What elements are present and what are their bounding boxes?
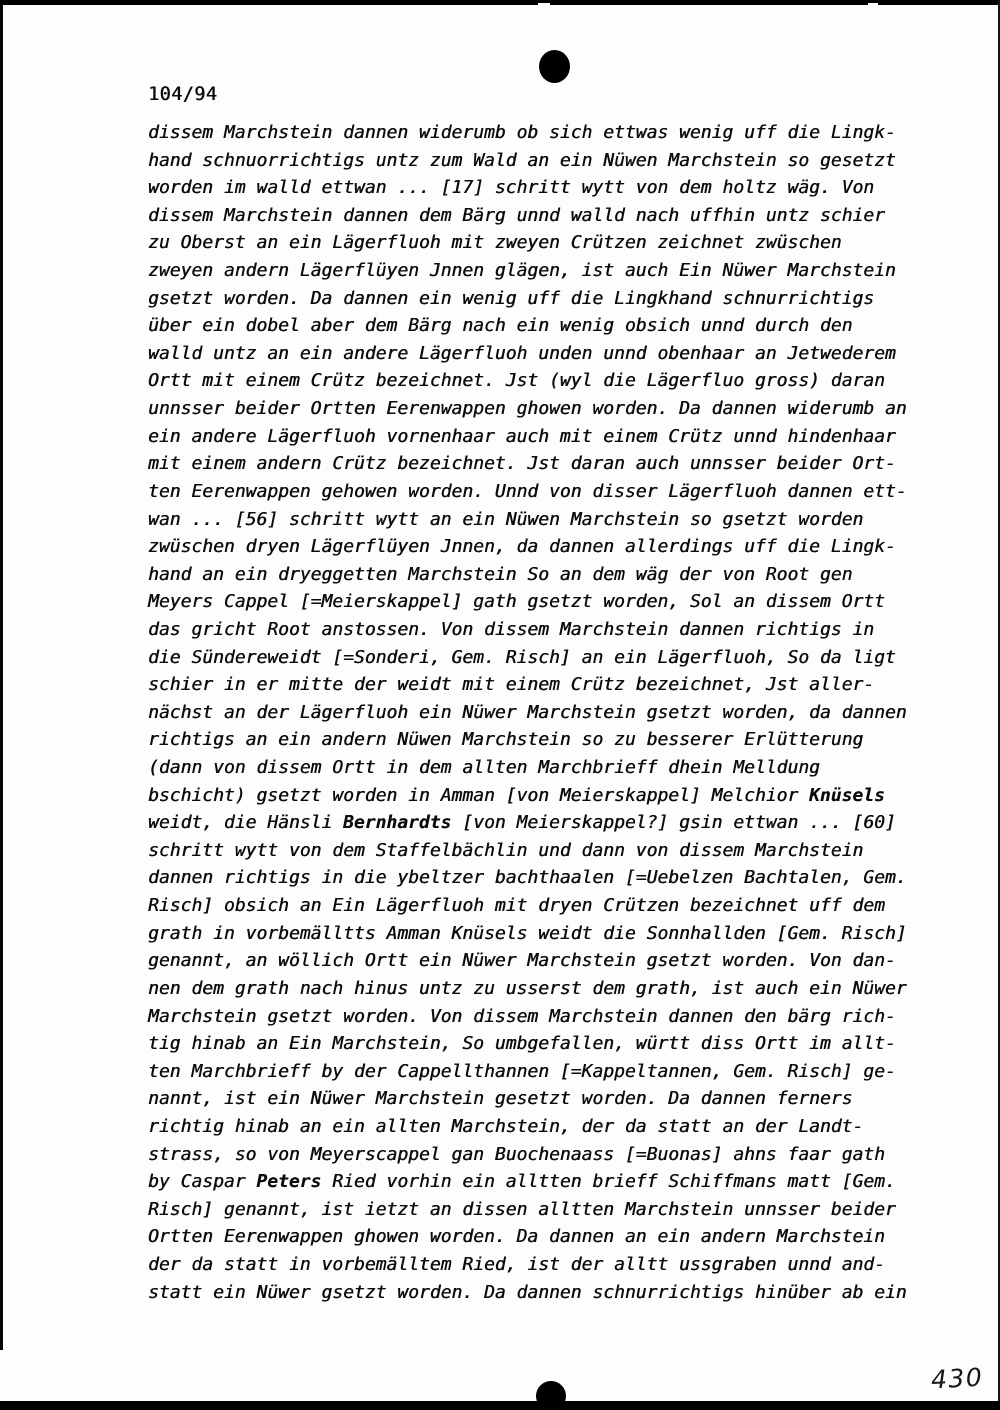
text-segment: ten Marchbrieff by der Cappellthannen [=Kappeltannen, Gem. Risch] ge- — [148, 1060, 896, 1082]
text-segment: by Caspar — [148, 1171, 257, 1193]
text-segment: grath in vorbemälltts Amman Knüsels weidt die Sonnhallden [Gem. Risch] — [148, 922, 907, 944]
text-line — [148, 1141, 948, 1169]
text-segment: worden im walld ettwan ... [17] schritt wytt von dem holtz wäg. Von — [148, 177, 875, 199]
text-segment: nannt, ist ein Nüwer Marchstein gesetzt worden. Da dannen ferners — [148, 1088, 853, 1110]
text-line — [148, 506, 948, 534]
text-line — [148, 864, 948, 892]
text-line — [148, 1085, 948, 1113]
text-segment: [von Meierskappel?] gsin ettwan ... [60] — [451, 812, 896, 834]
text-segment: ten Eerenwappen gehowen worden. Unnd von disser Lägerfluoh dannen ett- — [148, 480, 907, 502]
text-segment: hand schnuorrichtigs untz zum Wald an ein Nüwen Marchstein so gesetzt — [148, 149, 896, 171]
scan-line-gap — [868, 3, 878, 5]
text-line — [148, 782, 948, 810]
text-segment: schritt wytt von dem Staffelbächlin und dann von dissem Marchstein — [148, 839, 864, 861]
text-line — [148, 423, 948, 451]
text-segment: das gricht Root anstossen. Von dissem Marchstein dannen richtigs in — [148, 618, 875, 640]
text-segment: genannt, an wöllich Ortt ein Nüwer Marchstein gsetzt worden. Von dan- — [148, 950, 896, 972]
text-segment: Risch] genannt, ist ietzt an dissen alltten Marchstein unnsser beider — [148, 1198, 896, 1220]
text-line — [148, 285, 948, 313]
handwritten-folio-number: 430 — [930, 1362, 984, 1395]
text-segment: (dann von dissem Ortt in dem allten Marchbrieff dhein Melldung — [148, 757, 820, 779]
text-line — [148, 340, 948, 368]
text-segment: bschicht) gsetzt worden in Amman [von Meierskappel] Melchior — [148, 784, 810, 806]
left-edge-scan-line — [0, 4, 3, 1350]
document-text — [148, 119, 948, 1306]
text-segment: Risch] obsich an Ein Lägerfluoh mit dryen Crützen bezeichnet uff dem — [148, 895, 885, 917]
text-line — [148, 754, 948, 782]
text-line — [148, 644, 948, 672]
page-number: 104/94 — [148, 84, 218, 105]
text-segment: ein andere Lägerfluoh vornenhaar auch mit einem Crütz unnd hindenhaar — [148, 425, 896, 447]
text-line — [148, 1251, 948, 1279]
text-segment: Meyers Cappel [=Meierskappel] gath gsetzt worden, Sol an dissem Ortt — [148, 591, 885, 613]
text-segment: mit einem andern Crütz bezeichnet. Jst daran auch unnsser beider Ort- — [148, 453, 896, 475]
text-line — [148, 395, 948, 423]
text-line — [148, 699, 948, 727]
text-line — [148, 478, 948, 506]
text-line — [148, 1196, 948, 1224]
text-segment: Marchstein gsetzt worden. Von dissem Marchstein dannen den bärg rich- — [148, 1005, 896, 1027]
text-segment: unnsser beider Ortten Eerenwappen ghowen worden. Da dannen widerumb an — [148, 398, 907, 420]
bold-text-segment: Peters — [256, 1171, 322, 1193]
scan-line-gap — [538, 3, 550, 5]
text-segment: richtig hinab an ein allten Marchstein, der da statt an der Landt- — [148, 1115, 864, 1137]
text-segment: dissem Marchstein dannen dem Bärg unnd walld nach uffhin untz schier — [148, 204, 885, 226]
text-segment: dissem Marchstein dannen widerumb ob sich ettwas wenig uff die Lingk- — [148, 122, 896, 143]
punch-hole-mark-top — [539, 50, 570, 83]
text-line — [148, 1223, 948, 1251]
text-line — [148, 1168, 948, 1196]
text-line — [148, 312, 948, 340]
text-segment: zweyen andern Lägerflüyen Jnnen glägen, ist auch Ein Nüwer Marchstein — [148, 260, 896, 282]
text-line — [148, 920, 948, 948]
text-segment: tig hinab an Ein Marchstein, So umbgefallen, württ diss Ortt im allt- — [148, 1033, 896, 1055]
text-line — [148, 1003, 948, 1031]
text-segment: nächst an der Lägerfluoh ein Nüwer Marchstein gsetzt worden, da dannen — [148, 701, 907, 723]
text-segment: Ortt mit einem Crütz bezeichnet. Jst (wyl die Lägerfluo gross) daran — [148, 370, 885, 392]
text-line — [148, 726, 948, 754]
bold-text-segment: Knüsels — [809, 784, 885, 806]
text-segment: nen dem grath nach hinus untz zu usserst dem grath, ist auch ein Nüwer — [148, 977, 907, 999]
text-line — [148, 119, 948, 147]
text-segment: zwüschen dryen Lägerflüyen Jnnen, da dannen allerdings uff die Lingk- — [148, 536, 896, 558]
text-line — [148, 147, 948, 175]
text-line — [148, 367, 948, 395]
text-line — [148, 616, 948, 644]
text-line — [148, 1058, 948, 1086]
text-segment: richtigs an ein andern Nüwen Marchstein so zu besserer Erlütterung — [148, 729, 864, 751]
text-segment: zu Oberst an ein Lägerfluoh mit zweyen Crützen zeichnet zwüschen — [148, 232, 842, 254]
text-segment: weidt, die Hänsli — [148, 812, 344, 834]
punch-hole-mark-bottom — [536, 1381, 566, 1410]
bold-text-segment: Bernhardts — [343, 812, 452, 834]
text-line — [148, 450, 948, 478]
text-segment: Ortten Eerenwappen ghowen worden. Da dannen an ein andern Marchstein — [148, 1226, 885, 1248]
text-line — [148, 837, 948, 865]
text-line — [148, 671, 948, 699]
text-line — [148, 1279, 948, 1307]
text-line — [148, 533, 948, 561]
text-segment: Ried vorhin ein alltten brieff Schiffmans matt [Gem. — [321, 1171, 896, 1193]
text-line — [148, 975, 948, 1003]
text-line — [148, 947, 948, 975]
text-line — [148, 561, 948, 589]
bottom-edge-scan-line — [0, 1401, 1000, 1410]
text-line — [148, 1030, 948, 1058]
text-segment: die Sündereweidt [=Sonderi, Gem. Risch] an ein Lägerfluoh, So da ligt — [148, 646, 896, 668]
text-line — [148, 892, 948, 920]
text-line — [148, 257, 948, 285]
text-line — [148, 809, 948, 837]
text-segment: strass, so von Meyerscappel gan Buochenaass [=Buonas] ahns faar gath — [148, 1143, 885, 1165]
text-segment: der da statt in vorbemälltem Ried, ist der alltt ussgraben unnd and- — [148, 1253, 885, 1275]
top-edge-scan-line — [0, 0, 1000, 5]
text-segment: wan ... [56] schritt wytt an ein Nüwen Marchstein so gsetzt worden — [148, 508, 864, 530]
text-segment: gsetzt worden. Da dannen ein wenig uff die Lingkhand schnurrichtigs — [148, 287, 875, 309]
text-segment: dannen richtigs in die ybeltzer bachthaalen [=Uebelzen Bachtalen, Gem. — [148, 867, 907, 889]
text-line — [148, 229, 948, 257]
text-line — [148, 202, 948, 230]
text-segment: statt ein Nüwer gsetzt worden. Da dannen schnurrichtigs hinüber ab ein — [148, 1281, 907, 1303]
text-segment: über ein dobel aber dem Bärg nach ein wenig obsich unnd durch den — [148, 315, 853, 337]
text-line — [148, 588, 948, 616]
text-segment: hand an ein dryeggetten Marchstein So an dem wäg der von Root gen — [148, 563, 853, 585]
text-line — [148, 1113, 948, 1141]
text-line — [148, 174, 948, 202]
text-segment: schier in er mitte der weidt mit einem Crütz bezeichnet, Jst aller- — [148, 674, 875, 696]
text-segment: walld untz an ein andere Lägerfluoh unden unnd obenhaar an Jetwederem — [148, 342, 896, 364]
